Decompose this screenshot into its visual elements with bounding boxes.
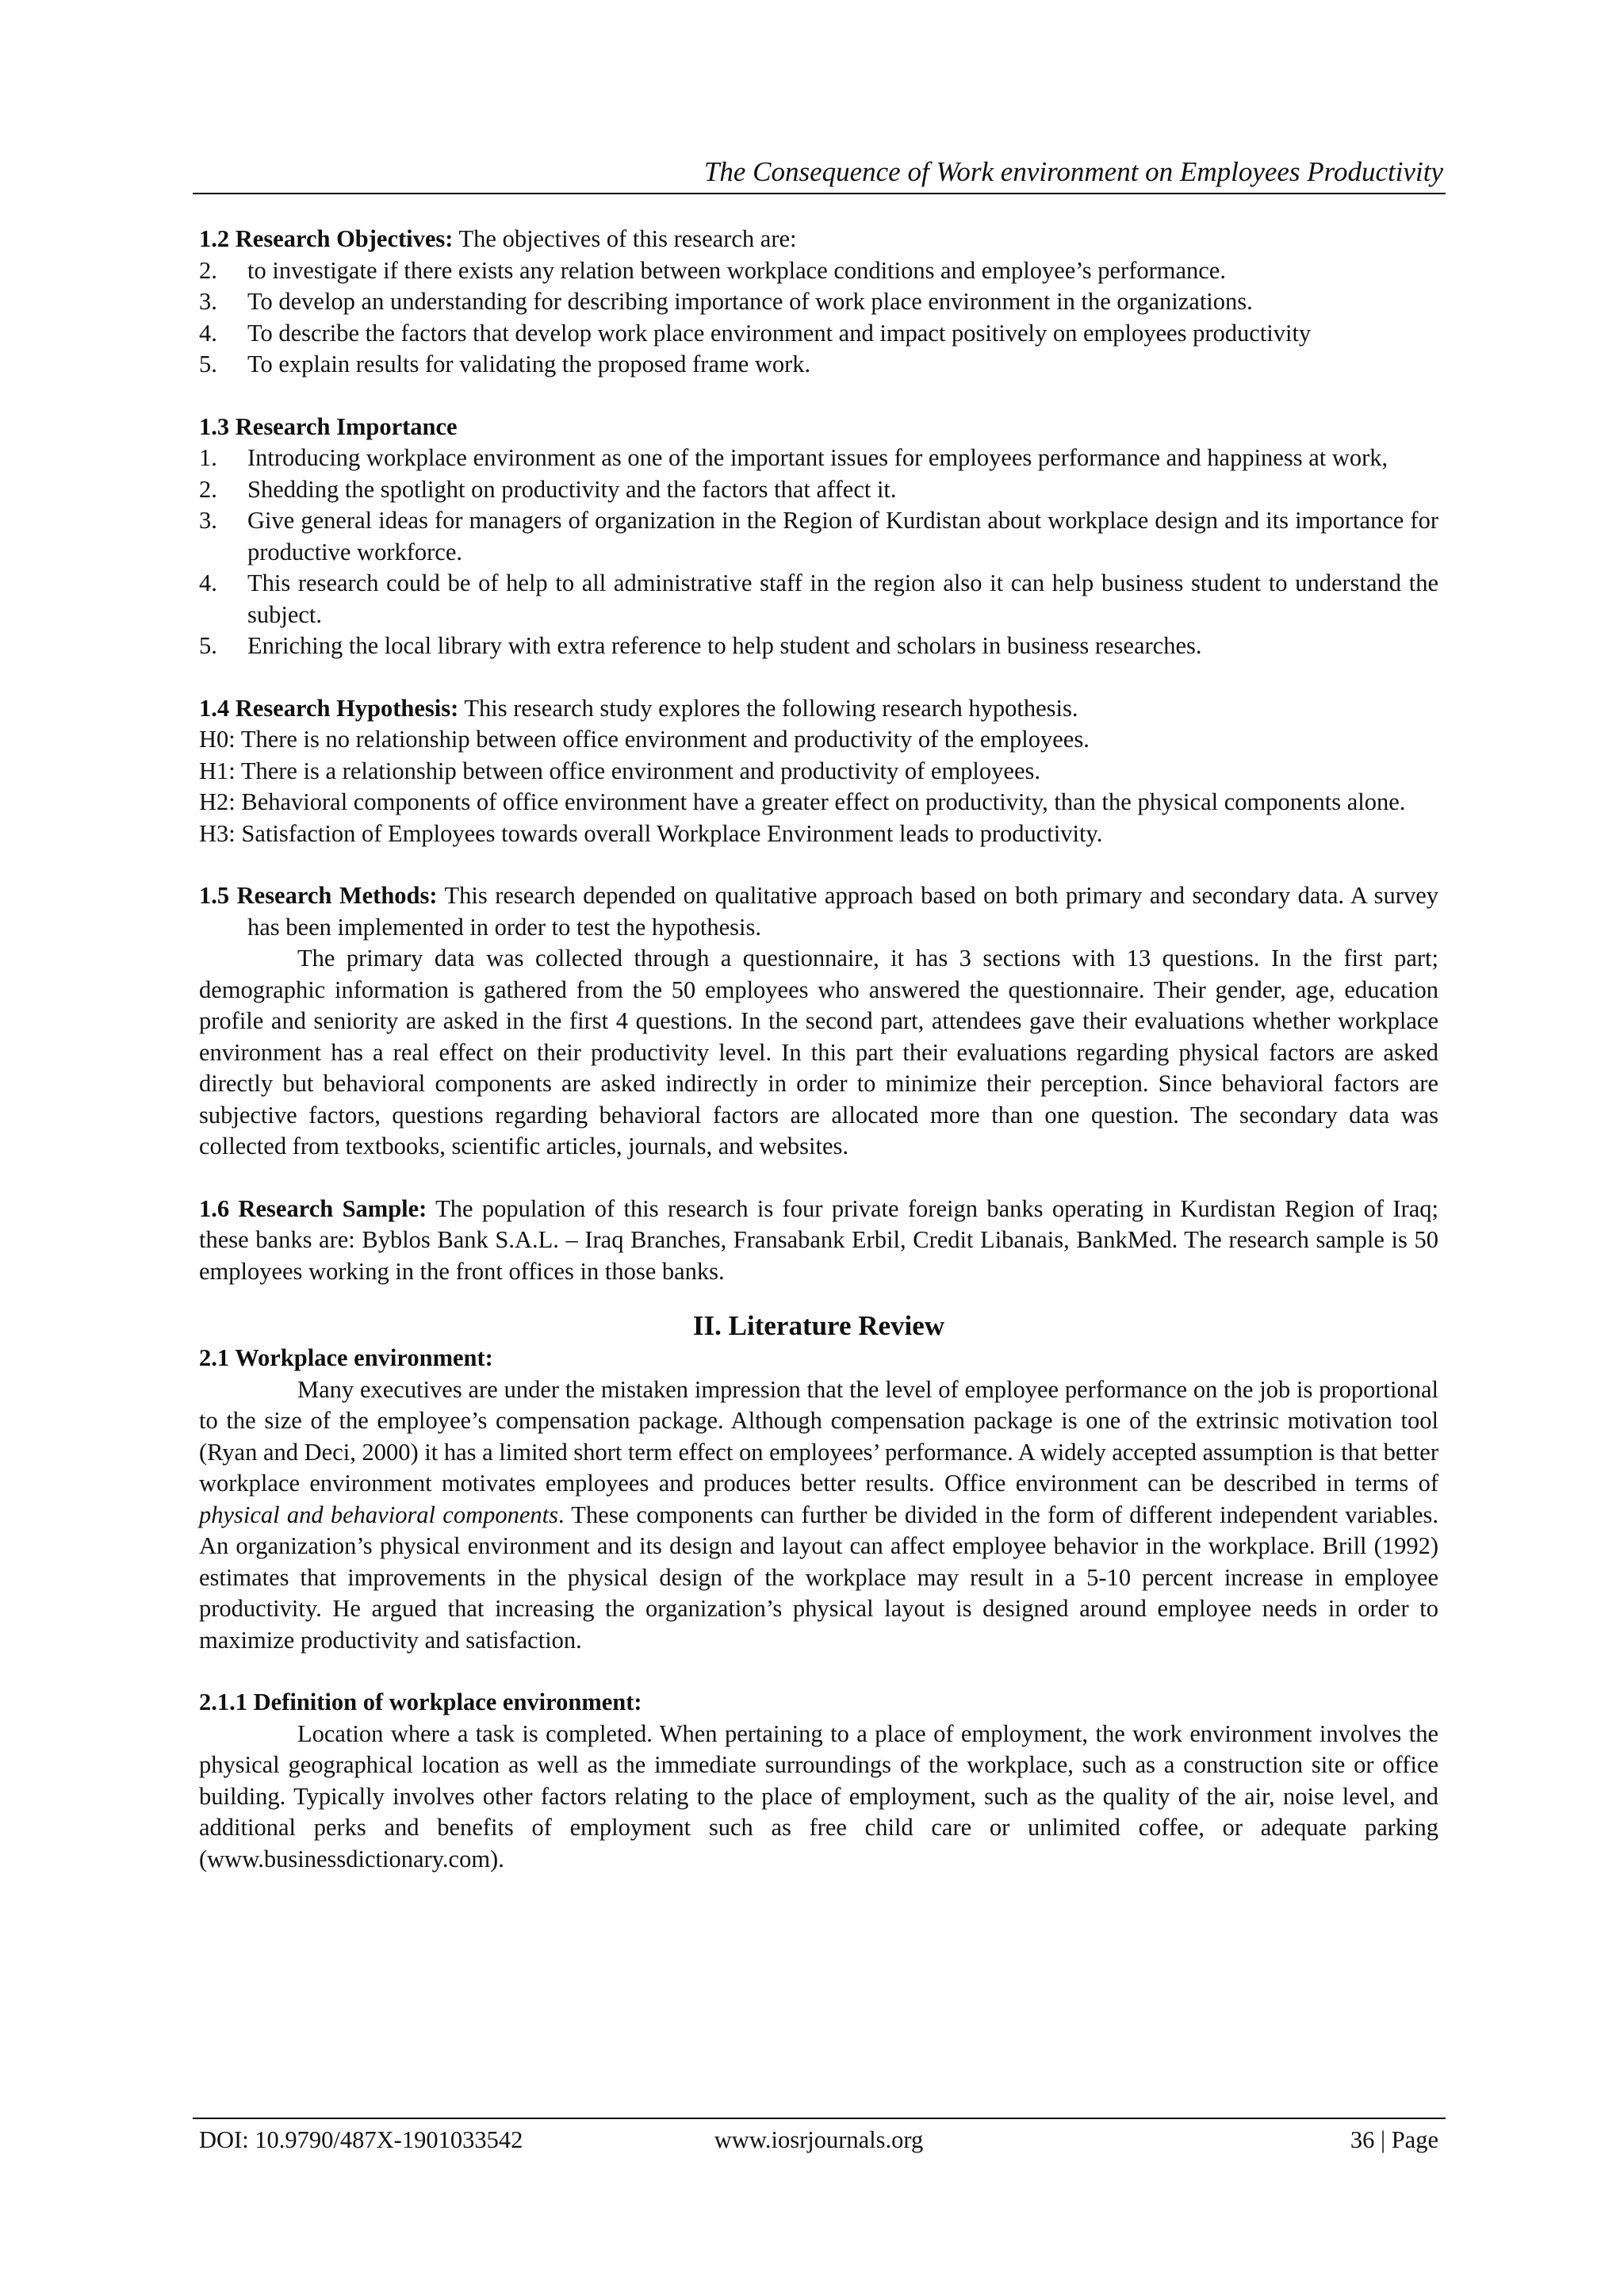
- footer-page-number: 36 | Page: [1350, 2126, 1438, 2153]
- section-heading: 2.1 Workplace environment:: [199, 1344, 493, 1371]
- methods-intro-paragraph: [199, 880, 1438, 943]
- list-number: 4.: [199, 319, 217, 347]
- hypothesis-intro-line: [199, 693, 1438, 725]
- spacer: [199, 1656, 1438, 1687]
- hypothesis-h1: H1: There is a relationship between office environment and productivity of employees.: [199, 757, 1040, 784]
- objectives-intro-line: [199, 224, 1438, 255]
- section-heading: 1.5 Research Methods:: [199, 882, 438, 909]
- list-number: 4.: [199, 569, 217, 596]
- section-research-importance: [199, 412, 1438, 662]
- workplace-text-a: Many executives are under the mistaken impression that the level of employee performance on the job is proportional to the size of the employee’s compensation package. Although compensation package is one of the extrinsic motivation tool (Ryan and Deci, 2000) it has a limited short term effect on employees’ performance. A widely accepted assumption is that better workplace environment motivates employees and produces better results. Office environment can be described in terms of: [199, 1375, 1438, 1497]
- objectives-list: [199, 255, 1438, 381]
- workplace-paragraph: [199, 1374, 1438, 1657]
- list-item: [199, 443, 1438, 474]
- header-rule: [193, 193, 1446, 194]
- list-number: 5.: [199, 632, 217, 659]
- list-number: 2.: [199, 256, 217, 284]
- page-footer: [199, 2124, 1438, 2156]
- page-content: [199, 224, 1438, 1875]
- list-item: [199, 568, 1438, 631]
- definition-paragraph: Location where a task is completed. When pertaining to a place of employment, the work environment involves the physical geographical location as well as the immediate surroundings of the workplace, such as a construction site or office building. Typically involves other factors relating to the place of employment, such as the quality of the air, noise level, and additional perks and benefits of employment such as free child care or unlimited coffee, or adequate parking (www.businessdictionary.com).: [199, 1719, 1438, 1872]
- footer-website: www.iosrjournals.org: [714, 2126, 924, 2153]
- list-text: Introducing workplace environment as one of the important issues for employees performance and happiness at work,: [247, 444, 1388, 471]
- section-heading: 2.1.1 Definition of workplace environment:: [199, 1688, 642, 1715]
- section-heading: 1.2 Research Objectives:: [199, 225, 454, 252]
- list-text: Shedding the spotlight on productivity and the factors that affect it.: [247, 475, 897, 503]
- spacer: [199, 849, 1438, 880]
- spacer: [199, 1287, 1438, 1306]
- hypothesis-intro: This research study explores the following research hypothesis.: [458, 694, 1078, 722]
- list-item: [199, 631, 1438, 662]
- hypothesis-h2: H2: Behavioral components of office environment have a greater effect on productivity, than the physical components alone.: [199, 788, 1406, 815]
- list-item: [199, 349, 1438, 381]
- list-text: To explain results for validating the proposed frame work.: [247, 351, 811, 378]
- workplace-text-b: . These components can further be divided in the form of different independent variables. An organization’s physical environment and its design and layout can affect employee behavior in the workplace. Brill (1992) estimates that improvements in the physical design of the workplace may result in a 5-10 percent increase in employee productivity. He argued that increasing the organization’s physical layout is designed around employee needs in order to maximize productivity and satisfaction.: [199, 1501, 1438, 1654]
- list-item: [199, 255, 1438, 287]
- objectives-intro: The objectives of this research are:: [453, 225, 797, 252]
- section-title-literature-review: II. Literature Review: [692, 1310, 945, 1341]
- list-text: To describe the factors that develop work place environment and impact positively on employees productivity: [247, 319, 1312, 347]
- spacer: [199, 1163, 1438, 1194]
- running-header: The Consequence of Work environment on Employees Productivity: [703, 156, 1443, 187]
- list-item: [199, 286, 1438, 318]
- hypothesis-h0: H0: There is no relationship between office environment and productivity of the employees.: [199, 726, 1090, 753]
- importance-list: [199, 443, 1438, 662]
- spacer: [199, 662, 1438, 693]
- list-item: [199, 505, 1438, 568]
- list-number: 5.: [199, 351, 217, 378]
- footer-rule: [193, 2118, 1446, 2119]
- sample-text: The population of this research is four private foreign banks operating in Kurdistan Region of Iraq; these banks are: Byblos Bank S.A.L. – Iraq Branches, Fransabank Erbil, Credit Libanais, BankMed. The research sample is 50 employees working in the front offices in those banks.: [199, 1194, 1438, 1285]
- hypothesis-h3: H3: Satisfaction of Employees towards overall Workplace Environment leads to productivity.: [199, 819, 1103, 847]
- list-item: [199, 318, 1438, 350]
- list-text: Give general ideas for managers of organization in the Region of Kurdistan about workplace design and its importance for productive workforce.: [247, 507, 1438, 565]
- list-text: to investigate if there exists any relation between workplace conditions and employee’s performance.: [247, 256, 1226, 284]
- list-number: 3.: [199, 288, 217, 315]
- list-text: This research could be of help to all administrative staff in the region also it can help business student to understand the subject.: [247, 569, 1438, 628]
- section-definition-workplace-environment: [199, 1687, 1438, 1875]
- methods-intro: This research depended on qualitative approach based on both primary and secondary data. A survey has been implemented in order to test the hypothesis.: [247, 882, 1438, 941]
- list-text: To develop an understanding for describing importance of work place environment in the organizations.: [247, 288, 1253, 315]
- sample-paragraph: [199, 1194, 1438, 1288]
- list-item: [199, 474, 1438, 506]
- spacer: [199, 381, 1438, 412]
- section-research-sample: [199, 1194, 1438, 1288]
- footer-doi: DOI: 10.9790/487X-1901033542: [199, 2126, 523, 2153]
- list-number: 2.: [199, 475, 217, 503]
- section-research-hypothesis: [199, 693, 1438, 850]
- list-number: 3.: [199, 507, 217, 534]
- list-text: Enriching the local library with extra reference to help student and scholars in business researches.: [247, 632, 1202, 659]
- section-research-objectives: [199, 224, 1438, 381]
- list-number: 1.: [199, 444, 217, 471]
- workplace-emphasis: physical and behavioral components: [199, 1501, 558, 1528]
- section-workplace-environment: [199, 1343, 1438, 1656]
- section-heading: 1.3 Research Importance: [199, 412, 458, 440]
- section-heading: 1.4 Research Hypothesis:: [199, 694, 459, 722]
- section-heading: 1.6 Research Sample:: [199, 1194, 427, 1222]
- methods-paragraph: The primary data was collected through a questionnaire, it has 3 sections with 13 questions. In the first part; demographic information is gathered from the 50 employees who answered the questionnaire. Their gender, age, education profile and seniority are asked in the first 4 questions. In the second part, attendees gave their evaluations whether workplace environment has a real effect on their productivity level. In this part their evaluations regarding physical factors are asked directly but behavioral components are asked indirectly in order to minimize their perception. Since behavioral factors are subjective factors, questions regarding behavioral factors are allocated more than one question. The secondary data was collected from textbooks, scientific articles, journals, and websites.: [199, 945, 1438, 1159]
- section-research-methods: [199, 880, 1438, 1163]
